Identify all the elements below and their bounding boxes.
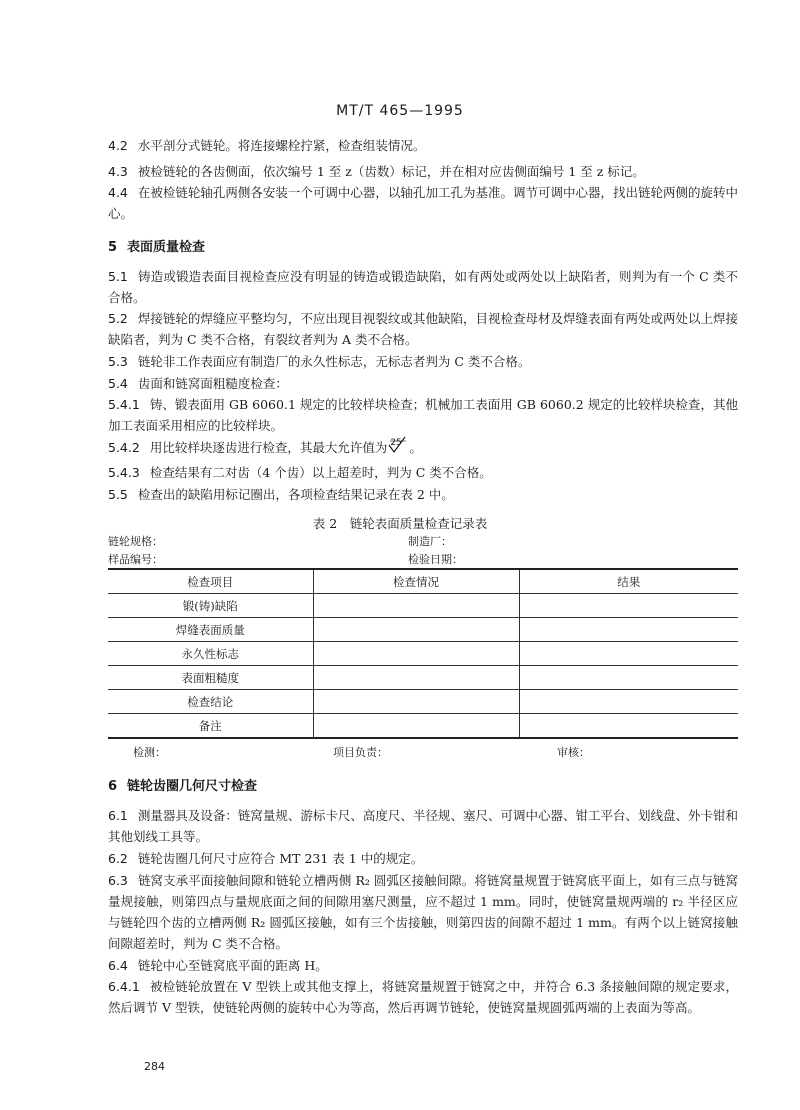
inspection-date-label: 检验日期： — [408, 553, 463, 566]
check-item: 检查结论 — [108, 690, 313, 714]
clause-text: 链轮齿圈几何尺寸应符合 MT 231 表 1 中的规定。 — [137, 851, 424, 866]
clause-text: 被检链轮放置在 V 型铁上或其他支撑上，将链窝量规置于链窝之中，并符合 6.3 条接触间隙的规定要求，然后调节 V 型铁，使链轮两侧的旋转中心为等高，然后再调节链轮，使链窝量规圆弧两端的上表面为等高。 — [108, 979, 738, 1015]
clause-number: 4.3 — [108, 164, 128, 179]
clause-text: 链轮非工作表面应有制造厂的永久性标志，无标志者判为 C 类不合格。 — [137, 354, 531, 369]
clause-number: 6.2 — [108, 851, 128, 866]
clause-text: 检查结果有二对齿（4 个齿）以上超差时，判为 C 类不合格。 — [149, 465, 492, 480]
clause-text: 在被检链轮轴孔两侧各安装一个可调中心器，以轴孔加工孔为基准。调节可调中心器，找出链轮两侧的旋转中心。 — [108, 185, 738, 221]
clause-5-2 — [108, 308, 738, 350]
clause-text: 铸造或锻造表面目视检查应没有明显的铸造或锻造缺陷，如有两处或两处以上缺陷者，则判为有一个 C 类不合格。 — [108, 269, 738, 305]
chain-wheel-spec-label: 链轮规格： — [108, 535, 163, 548]
sample-number-label: 样品编号： — [108, 553, 163, 566]
table-row — [108, 594, 738, 618]
clause-number: 5.1 — [108, 269, 128, 284]
clause-5-1 — [108, 266, 738, 308]
standard-header: MT/T 465—1995 — [336, 103, 464, 119]
clause-5-5 — [108, 484, 738, 505]
roughness-value: 25 — [390, 438, 402, 448]
column-header: 检查项目 — [108, 569, 313, 594]
clause-number: 5.4.3 — [108, 465, 140, 480]
section-title: 链轮齿圈几何尺寸检查 — [127, 779, 258, 794]
clause-text: 测量器具及设备：链窝量规、游标卡尺、高度尺、半径规、塞尺、可调中心器、钳工平台、划线盘、外卡钳和其他划线工具等。 — [108, 808, 738, 844]
clause-6-4 — [108, 955, 738, 976]
check-item: 永久性标志 — [108, 642, 313, 666]
tester-label: 检测： — [133, 746, 166, 759]
project-lead-label: 项目负责： — [333, 746, 388, 759]
surface-quality-record-table — [108, 568, 738, 739]
clause-text: 链轮中心至链窝底平面的距离 H。 — [137, 958, 328, 973]
result-cell — [519, 618, 738, 642]
check-status-cell — [313, 714, 519, 739]
clause-4-2 — [108, 135, 738, 156]
clause-text: 水平剖分式链轮。将连接螺栓拧紧，检查组装情况。 — [137, 138, 426, 153]
check-item: 表面粗糙度 — [108, 666, 313, 690]
clause-number: 4.4 — [108, 185, 128, 200]
check-item: 备注 — [108, 714, 313, 739]
clause-text: 齿面和链窝面粗糙度检查： — [137, 376, 288, 391]
result-cell — [519, 594, 738, 618]
page-number: 284 — [144, 1060, 165, 1073]
clause-number: 6.1 — [108, 808, 128, 823]
clause-number: 4.2 — [108, 138, 128, 153]
table-row — [108, 714, 738, 739]
clause-6-1 — [108, 805, 738, 847]
clause-number: 5.3 — [108, 354, 128, 369]
check-status-cell — [313, 594, 519, 618]
check-status-cell — [313, 642, 519, 666]
check-status-cell — [313, 618, 519, 642]
section-number: 6 — [108, 779, 118, 794]
clause-number: 5.4.2 — [108, 440, 140, 455]
clause-number: 6.3 — [108, 873, 128, 888]
result-cell — [519, 666, 738, 690]
table-header-row — [108, 569, 738, 594]
section-5-heading — [108, 236, 205, 255]
reviewer-label: 审核： — [557, 746, 590, 759]
manufacturer-label: 制造厂： — [408, 535, 452, 548]
clause-number: 6.4 — [108, 958, 128, 973]
clause-number: 5.2 — [108, 311, 128, 326]
table-row — [108, 666, 738, 690]
clause-text: 用比较样块逐齿进行检查，其最大允许值为 — [149, 440, 388, 455]
table-row — [108, 642, 738, 666]
section-6-heading — [108, 775, 257, 794]
result-cell — [519, 690, 738, 714]
clause-5-4 — [108, 373, 738, 394]
clause-6-4-1 — [108, 976, 738, 1018]
clause-number: 5.4.1 — [108, 397, 140, 412]
clause-number: 5.5 — [108, 487, 128, 502]
check-item: 焊缝表面质量 — [108, 618, 313, 642]
clause-4-4 — [108, 182, 738, 224]
roughness-symbol-icon — [387, 439, 409, 455]
clause-number: 6.4.1 — [108, 979, 140, 994]
clause-text-end: 。 — [409, 440, 422, 455]
section-number: 5 — [108, 240, 118, 255]
table-2-caption: 表 2 链轮表面质量检查记录表 — [312, 516, 488, 531]
result-cell — [519, 642, 738, 666]
clause-6-2 — [108, 848, 738, 869]
clause-text: 被检链轮的各齿侧面，依次编号 1 至 z（齿数）标记，并在相对应齿侧面编号 1 至 z 标记。 — [137, 164, 645, 179]
table-row — [108, 618, 738, 642]
clause-4-3 — [108, 161, 738, 182]
clause-5-4-1 — [108, 394, 738, 436]
section-title: 表面质量检查 — [127, 240, 206, 255]
column-header: 结果 — [519, 569, 738, 594]
clause-text: 铸、锻表面用 GB 6060.1 规定的比较样块检查；机械加工表面用 GB 6060.2 规定的比较样块检查，其他加工表面采用相应的比较样块。 — [108, 397, 738, 433]
column-header: 检查情况 — [313, 569, 519, 594]
clause-text: 检查出的缺陷用标记圈出，各项检查结果记录在表 2 中。 — [137, 487, 454, 502]
clause-number: 5.4 — [108, 376, 128, 391]
table-row — [108, 690, 738, 714]
clause-6-3 — [108, 870, 738, 954]
check-status-cell — [313, 666, 519, 690]
check-item: 锻(铸)缺陷 — [108, 594, 313, 618]
check-status-cell — [313, 690, 519, 714]
clause-text: 焊接链轮的焊缝应平整均匀，不应出现目视裂纹或其他缺陷，目视检查母材及焊缝表面有两处或两处以上焊接缺陷者，判为 C 类不合格，有裂纹者判为 A 类不合格。 — [108, 311, 738, 347]
clause-5-3 — [108, 351, 738, 372]
clause-text: 链窝支承平面接触间隙和链轮立槽两侧 R₂ 圆弧区接触间隙。将链窝量规置于链窝底平面上，如有三点与链窝量规接触，则第四点与量规底面之间的间隙用塞尺测量，应不超过 1 mm。同时，使链窝量规两端的 r₂ 半径区应与链轮四个齿的立槽两侧 R₂ 圆弧区接触，如有三个齿接触，则第四齿的间隙不超过 1 mm。有两个以上链窝接触间隙超差时，判为 C 类不合格。 — [108, 873, 738, 951]
clause-5-4-2 — [108, 437, 738, 458]
result-cell — [519, 714, 738, 739]
clause-5-4-3 — [108, 462, 738, 483]
